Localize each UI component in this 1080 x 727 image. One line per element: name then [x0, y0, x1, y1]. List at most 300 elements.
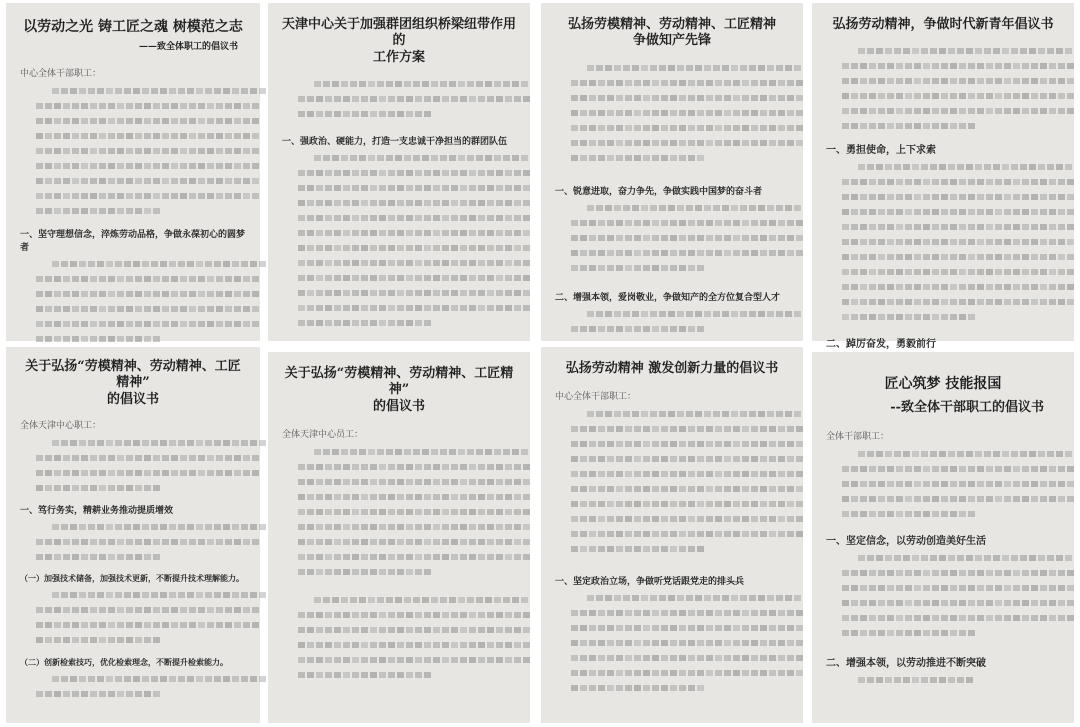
illegible-text-lines	[571, 406, 805, 568]
blurred-glyph	[697, 235, 704, 241]
blurred-glyph	[216, 470, 223, 476]
blurred-glyph	[379, 657, 386, 663]
blurred-glyph	[950, 511, 957, 517]
blurred-glyph	[298, 200, 305, 206]
blurred-glyph	[198, 470, 205, 476]
blurred-glyph	[688, 220, 695, 226]
blurred-glyph	[1022, 224, 1029, 230]
blurred-glyph	[589, 265, 596, 271]
blurred-glyph	[941, 108, 948, 114]
blurred-glyph	[1011, 48, 1018, 54]
blurred-glyph	[670, 516, 677, 522]
blurred-glyph	[796, 140, 803, 146]
blurred-glyph	[1031, 299, 1038, 305]
document-page-8	[812, 352, 1074, 723]
blurred-glyph	[869, 239, 876, 245]
blurred-glyph	[325, 612, 332, 618]
blurred-glyph	[187, 676, 194, 682]
blurred-glyph	[923, 194, 930, 200]
blurred-glyph	[688, 80, 695, 86]
blurred-glyph	[424, 464, 431, 470]
blurred-glyph	[162, 193, 169, 199]
blurred-glyph	[469, 509, 476, 515]
blurred-glyph	[514, 539, 521, 545]
blurred-glyph	[505, 260, 512, 266]
blurred-glyph	[1056, 451, 1063, 457]
blurred-glyph	[842, 466, 849, 472]
blurred-glyph	[415, 320, 422, 326]
blurred-glyph	[616, 441, 623, 447]
blurred-glyph	[307, 464, 314, 470]
blurred-glyph	[842, 496, 849, 502]
blurred-glyph	[688, 610, 695, 616]
blurred-glyph	[469, 524, 476, 530]
blurred-glyph	[661, 610, 668, 616]
blurred-glyph	[171, 118, 178, 124]
blurred-glyph	[225, 622, 232, 628]
blurred-glyph	[99, 208, 106, 214]
blurred-glyph	[72, 455, 79, 461]
blurred-glyph	[487, 524, 494, 530]
blurred-glyph	[316, 320, 323, 326]
blurred-glyph	[325, 627, 332, 633]
blurred-glyph	[977, 481, 984, 487]
blurred-glyph	[697, 501, 704, 507]
blurred-glyph	[914, 630, 921, 636]
blurred-glyph	[986, 179, 993, 185]
blurred-glyph	[869, 78, 876, 84]
blurred-glyph	[415, 111, 422, 117]
blurred-glyph	[496, 524, 503, 530]
blurred-glyph	[404, 597, 411, 603]
blurred-glyph	[234, 103, 241, 109]
blurred-glyph	[234, 291, 241, 297]
blurred-glyph	[995, 209, 1002, 215]
blurred-glyph	[388, 539, 395, 545]
blurred-glyph	[316, 627, 323, 633]
blurred-glyph	[458, 81, 465, 87]
blurred-glyph	[45, 163, 52, 169]
blurred-glyph	[760, 471, 767, 477]
blurred-glyph	[742, 640, 749, 646]
blurred-glyph	[869, 630, 876, 636]
blurred-glyph	[688, 140, 695, 146]
blurred-glyph	[225, 148, 232, 154]
blurred-glyph	[923, 466, 930, 472]
blurred-glyph	[634, 326, 641, 332]
blurred-glyph	[514, 554, 521, 560]
blurred-glyph	[424, 509, 431, 515]
blurred-glyph	[81, 321, 88, 327]
blurred-glyph	[478, 96, 485, 102]
blurred-glyph	[661, 456, 668, 462]
blurred-glyph	[424, 524, 431, 530]
blurred-glyph	[307, 245, 314, 251]
blurred-glyph	[1004, 481, 1011, 487]
blurred-glyph	[706, 655, 713, 661]
blurred-glyph	[45, 306, 52, 312]
blurred-glyph	[905, 179, 912, 185]
blurred-glyph	[914, 466, 921, 472]
blurred-glyph	[787, 426, 794, 432]
blurred-glyph	[90, 607, 97, 613]
blurred-glyph	[379, 185, 386, 191]
blurred-glyph	[878, 194, 885, 200]
blurred-glyph	[334, 230, 341, 236]
blurred-glyph	[1004, 63, 1011, 69]
blurred-glyph	[388, 509, 395, 515]
blurred-glyph	[54, 148, 61, 154]
blurred-glyph	[216, 455, 223, 461]
blurred-glyph	[589, 501, 596, 507]
blurred-glyph	[234, 321, 241, 327]
blurred-glyph	[36, 622, 43, 628]
blurred-glyph	[941, 284, 948, 290]
blurred-glyph	[932, 209, 939, 215]
blurred-glyph	[679, 426, 686, 432]
blurred-glyph	[596, 205, 603, 211]
blurred-glyph	[670, 110, 677, 116]
blurred-glyph	[912, 677, 919, 683]
blurred-glyph	[135, 470, 142, 476]
blurred-glyph	[334, 569, 341, 575]
blurred-glyph	[451, 215, 458, 221]
blurred-glyph	[903, 451, 910, 457]
blurred-glyph	[370, 524, 377, 530]
blurred-glyph	[993, 48, 1000, 54]
blurred-glyph	[207, 321, 214, 327]
blurred-glyph	[207, 163, 214, 169]
body-paragraph	[20, 671, 246, 711]
blurred-glyph	[896, 239, 903, 245]
blurred-glyph	[787, 655, 794, 661]
blurred-glyph	[108, 455, 115, 461]
blurred-glyph	[316, 657, 323, 663]
blurred-glyph	[478, 494, 485, 500]
blurred-glyph	[397, 524, 404, 530]
blurred-glyph	[724, 531, 731, 537]
blurred-glyph	[623, 311, 630, 317]
blurred-glyph	[225, 118, 232, 124]
blurred-glyph	[1022, 496, 1029, 502]
blurred-glyph	[460, 539, 467, 545]
blurred-glyph	[634, 655, 641, 661]
blurred-glyph	[1049, 269, 1056, 275]
blurred-glyph	[697, 685, 704, 691]
blurred-glyph	[216, 306, 223, 312]
blurred-glyph	[1022, 209, 1029, 215]
blurred-glyph	[144, 133, 151, 139]
blurred-glyph	[950, 224, 957, 230]
blurred-glyph	[905, 600, 912, 606]
blurred-glyph	[1013, 93, 1020, 99]
blurred-glyph	[81, 103, 88, 109]
blurred-glyph	[144, 208, 151, 214]
blurred-glyph	[63, 193, 70, 199]
blurred-glyph	[652, 426, 659, 432]
blurred-glyph	[643, 546, 650, 552]
blurred-glyph	[406, 464, 413, 470]
blurred-glyph	[196, 676, 203, 682]
blurred-glyph	[724, 640, 731, 646]
blurred-glyph	[126, 306, 133, 312]
blurred-glyph	[171, 291, 178, 297]
blurred-glyph	[198, 148, 205, 154]
blurred-glyph	[650, 411, 657, 417]
blurred-glyph	[180, 470, 187, 476]
page-title: 以劳动之光 铸工匠之魂 树模范之志	[23, 19, 243, 35]
blurred-glyph	[715, 610, 722, 616]
blurred-glyph	[733, 456, 740, 462]
blurred-glyph	[878, 299, 885, 305]
blurred-glyph	[397, 612, 404, 618]
blurred-glyph	[869, 179, 876, 185]
blurred-glyph	[842, 585, 849, 591]
blurred-glyph	[334, 215, 341, 221]
blurred-glyph	[298, 509, 305, 515]
blurred-glyph	[523, 260, 530, 266]
illegible-text-lines	[298, 592, 532, 692]
blurred-glyph	[54, 554, 61, 560]
blurred-glyph	[896, 496, 903, 502]
blurred-glyph	[968, 269, 975, 275]
blurred-glyph	[180, 321, 187, 327]
blurred-glyph	[643, 670, 650, 676]
blurred-glyph	[45, 178, 52, 184]
blurred-glyph	[706, 250, 713, 256]
blurred-glyph	[896, 63, 903, 69]
blurred-glyph	[957, 451, 964, 457]
blurred-glyph	[352, 524, 359, 530]
blurred-glyph	[914, 284, 921, 290]
blurred-glyph	[243, 321, 250, 327]
blurred-glyph	[54, 133, 61, 139]
blurred-glyph	[796, 250, 803, 256]
blurred-glyph	[160, 261, 167, 267]
blurred-glyph	[670, 486, 677, 492]
blurred-glyph	[90, 321, 97, 327]
blurred-glyph	[787, 125, 794, 131]
blurred-glyph	[325, 275, 332, 281]
blurred-glyph	[923, 224, 930, 230]
blurred-glyph	[598, 501, 605, 507]
blurred-glyph	[487, 260, 494, 266]
blurred-glyph	[785, 411, 792, 417]
body-paragraph	[555, 590, 789, 700]
blurred-glyph	[706, 80, 713, 86]
blurred-glyph	[451, 200, 458, 206]
blurred-glyph	[90, 163, 97, 169]
blurred-glyph	[679, 456, 686, 462]
blurred-glyph	[153, 607, 160, 613]
blurred-glyph	[171, 539, 178, 545]
body-paragraph	[555, 306, 789, 346]
blurred-glyph	[442, 464, 449, 470]
blurred-glyph	[216, 539, 223, 545]
blurred-glyph	[386, 597, 393, 603]
blurred-glyph	[740, 595, 747, 601]
blurred-glyph	[679, 110, 686, 116]
blurred-glyph	[769, 426, 776, 432]
blurred-glyph	[851, 585, 858, 591]
blurred-glyph	[343, 215, 350, 221]
blurred-glyph	[205, 676, 212, 682]
blurred-glyph	[905, 269, 912, 275]
blurred-glyph	[878, 209, 885, 215]
blurred-glyph	[45, 208, 52, 214]
blurred-glyph	[45, 607, 52, 613]
blurred-glyph	[361, 554, 368, 560]
blurred-glyph	[386, 449, 393, 455]
blurred-glyph	[598, 326, 605, 332]
blurred-glyph	[397, 509, 404, 515]
blurred-glyph	[580, 546, 587, 552]
blurred-glyph	[950, 466, 957, 472]
blurred-glyph	[415, 627, 422, 633]
blurred-glyph	[688, 670, 695, 676]
blurred-glyph	[930, 451, 937, 457]
blurred-glyph	[142, 88, 149, 94]
blurred-glyph	[923, 615, 930, 621]
blurred-glyph	[370, 215, 377, 221]
blurred-glyph	[679, 471, 686, 477]
blurred-glyph	[749, 595, 756, 601]
blurred-glyph	[108, 118, 115, 124]
blurred-glyph	[896, 511, 903, 517]
blurred-glyph	[115, 261, 122, 267]
blurred-glyph	[469, 554, 476, 560]
blurred-glyph	[596, 311, 603, 317]
blurred-glyph	[587, 65, 594, 71]
blurred-glyph	[523, 200, 530, 206]
blurred-glyph	[679, 125, 686, 131]
blurred-glyph	[598, 670, 605, 676]
blurred-glyph	[451, 494, 458, 500]
blurred-glyph	[1067, 78, 1074, 84]
blurred-glyph	[688, 125, 695, 131]
blurred-glyph	[395, 597, 402, 603]
blurred-glyph	[523, 657, 530, 663]
blurred-glyph	[124, 440, 131, 446]
blurred-glyph	[151, 440, 158, 446]
blurred-glyph	[216, 607, 223, 613]
blurred-glyph	[796, 426, 803, 432]
blurred-glyph	[769, 625, 776, 631]
blurred-glyph	[223, 524, 230, 530]
blurred-glyph	[259, 440, 266, 446]
blurred-glyph	[589, 531, 596, 537]
blurred-glyph	[668, 595, 675, 601]
blurred-glyph	[45, 539, 52, 545]
blurred-glyph	[388, 111, 395, 117]
blurred-glyph	[406, 657, 413, 663]
blurred-glyph	[959, 314, 966, 320]
blurred-glyph	[984, 451, 991, 457]
blurred-glyph	[487, 245, 494, 251]
blurred-glyph	[580, 486, 587, 492]
blurred-glyph	[225, 178, 232, 184]
blurred-glyph	[977, 585, 984, 591]
blurred-glyph	[388, 672, 395, 678]
blurred-glyph	[334, 539, 341, 545]
blurred-glyph	[415, 569, 422, 575]
blurred-glyph	[905, 615, 912, 621]
blurred-glyph	[307, 509, 314, 515]
blurred-glyph	[108, 193, 115, 199]
blurred-glyph	[1065, 164, 1072, 170]
blurred-glyph	[760, 655, 767, 661]
blurred-glyph	[90, 637, 97, 643]
blurred-glyph	[135, 118, 142, 124]
blurred-glyph	[54, 485, 61, 491]
blurred-glyph	[905, 570, 912, 576]
blurred-glyph	[589, 220, 596, 226]
blurred-glyph	[977, 108, 984, 114]
page-title: 弘扬劳模精神、劳动精神、工匠精神 争做知产先锋	[567, 17, 776, 49]
blurred-glyph	[160, 88, 167, 94]
blurred-glyph	[677, 411, 684, 417]
blurred-glyph	[688, 235, 695, 241]
blurred-glyph	[688, 250, 695, 256]
blurred-glyph	[778, 471, 785, 477]
blurred-glyph	[724, 125, 731, 131]
blurred-glyph	[514, 200, 521, 206]
blurred-glyph	[697, 516, 704, 522]
blurred-glyph	[415, 494, 422, 500]
blurred-glyph	[232, 676, 239, 682]
blurred-glyph	[571, 110, 578, 116]
blurred-glyph	[442, 215, 449, 221]
blurred-glyph	[616, 125, 623, 131]
blurred-glyph	[986, 78, 993, 84]
blurred-glyph	[223, 592, 230, 598]
blurred-glyph	[878, 585, 885, 591]
blurred-glyph	[460, 185, 467, 191]
blurred-glyph	[796, 655, 803, 661]
blurred-glyph	[117, 103, 124, 109]
blurred-glyph	[858, 164, 865, 170]
blurred-glyph	[598, 441, 605, 447]
blurred-glyph	[697, 80, 704, 86]
blurred-glyph	[860, 511, 867, 517]
blurred-glyph	[896, 78, 903, 84]
blurred-glyph	[361, 494, 368, 500]
blurred-glyph	[670, 685, 677, 691]
blurred-glyph	[616, 471, 623, 477]
blurred-glyph	[316, 245, 323, 251]
blurred-glyph	[939, 555, 946, 561]
blurred-glyph	[869, 600, 876, 606]
blurred-glyph	[697, 265, 704, 271]
blurred-glyph	[352, 627, 359, 633]
blurred-glyph	[451, 464, 458, 470]
blurred-glyph	[415, 612, 422, 618]
blurred-glyph	[449, 155, 456, 161]
page-title: 关于弘扬“劳模精神、劳动精神、工匠精神” 的倡议书	[25, 359, 241, 407]
blurred-glyph	[869, 108, 876, 114]
blurred-glyph	[923, 93, 930, 99]
blurred-glyph	[878, 93, 885, 99]
blurred-glyph	[63, 133, 70, 139]
blurred-glyph	[1067, 585, 1074, 591]
blurred-glyph	[616, 516, 623, 522]
blurred-glyph	[869, 314, 876, 320]
blurred-glyph	[959, 224, 966, 230]
blurred-glyph	[225, 103, 232, 109]
blurred-glyph	[796, 80, 803, 86]
salutation: 全体干部职工：	[826, 431, 890, 442]
blurred-glyph	[108, 276, 115, 282]
